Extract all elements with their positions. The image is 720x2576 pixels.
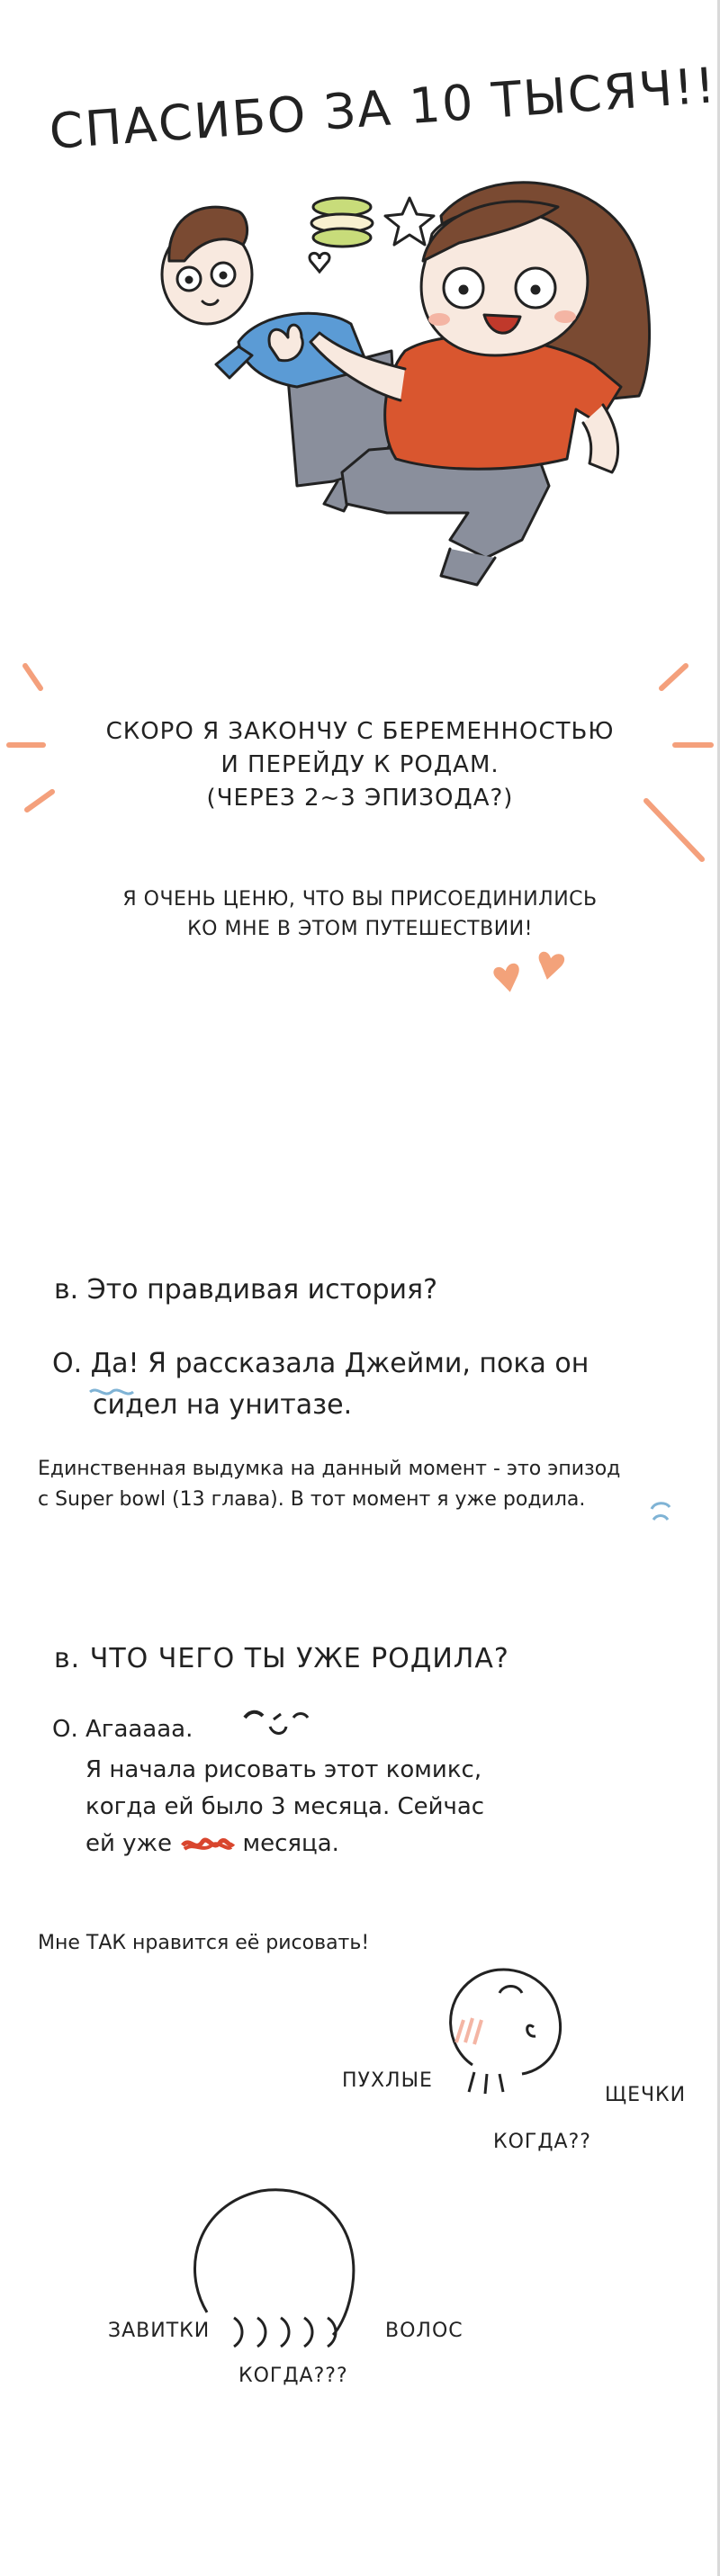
smug-face-icon <box>241 1705 313 1741</box>
scribbled-number-icon <box>179 1833 235 1856</box>
answer-1-line-2: сидел на унитазе. <box>93 1389 353 1421</box>
intro-line-2: И ПЕРЕЙДУ К РОДАМ. <box>220 751 500 778</box>
thanks-text <box>0 884 720 944</box>
wavy-underline <box>88 1386 142 1398</box>
intro-line-1: СКОРО Я ЗАКОНЧУ С БЕРЕМЕННОСТЬЮ <box>105 718 615 745</box>
macaron-icon <box>311 198 373 247</box>
answer-2-line-3: когда ей было 3 месяца. Сейчас <box>86 1793 485 1820</box>
hair-label-left: ЗАВИТКИ <box>108 2320 211 2342</box>
thanks-line-1: Я ОЧЕНЬ ЦЕНЮ, ЧТО ВЫ ПРИСОЕДИНИЛИСЬ <box>122 888 598 911</box>
hair-label-right: ВОЛОС <box>385 2320 464 2342</box>
curls-icon <box>227 2312 353 2352</box>
thanks-line-2: КО МНЕ В ЭТОМ ПУТЕШЕСТВИИ! <box>187 918 533 940</box>
answer-2-line-4-start: ей уже <box>86 1830 172 1857</box>
note-text <box>38 1454 620 1515</box>
characters-illustration <box>153 162 693 612</box>
heart-icon <box>310 253 329 272</box>
answer-2-line-1: О. Агааааа. <box>52 1716 194 1743</box>
intro-line-3: (ЧЕРЕЗ 2~3 ЭПИЗОДА?) <box>206 785 514 812</box>
intro-text <box>0 715 720 815</box>
answer-2-line-4-end: месяца. <box>242 1830 339 1857</box>
drawing-intro: Мне ТАК нравится её рисовать! <box>38 1932 370 1954</box>
sweat-drop-icon <box>648 1498 675 1530</box>
star-icon <box>385 198 434 245</box>
question-1: в. Это правдивая история? <box>54 1274 438 1306</box>
cheeks-when-label: КОГДА?? <box>493 2131 591 2153</box>
question-2: в. ЧТО ЧЕГО ТЫ УЖЕ РОДИЛА? <box>54 1643 509 1674</box>
answer-1-line-1: О. Да! Я рассказала Джейми, пока он <box>52 1348 590 1379</box>
note-line-2: с Super bowl (13 глава). В тот момент я уже родила. <box>38 1488 586 1511</box>
cheeks-label-left: ПУХЛЫЕ <box>342 2069 433 2092</box>
hearts-icon <box>482 940 590 1012</box>
hair-when-label: КОГДА??? <box>238 2365 348 2387</box>
baby-cheeks-drawing <box>436 1957 572 2101</box>
answer-2-line-2: Я начала рисовать этот комикс, <box>86 1756 482 1783</box>
note-line-1: Единственная выдумка на данный момент - это эпизод <box>38 1458 621 1480</box>
page-title: СПАСИБО ЗА 10 ТЫСЯЧ!! <box>47 57 719 160</box>
cheeks-label-right: ЩЕЧКИ <box>605 2084 687 2106</box>
answer-2-line-4 <box>86 1824 339 1863</box>
